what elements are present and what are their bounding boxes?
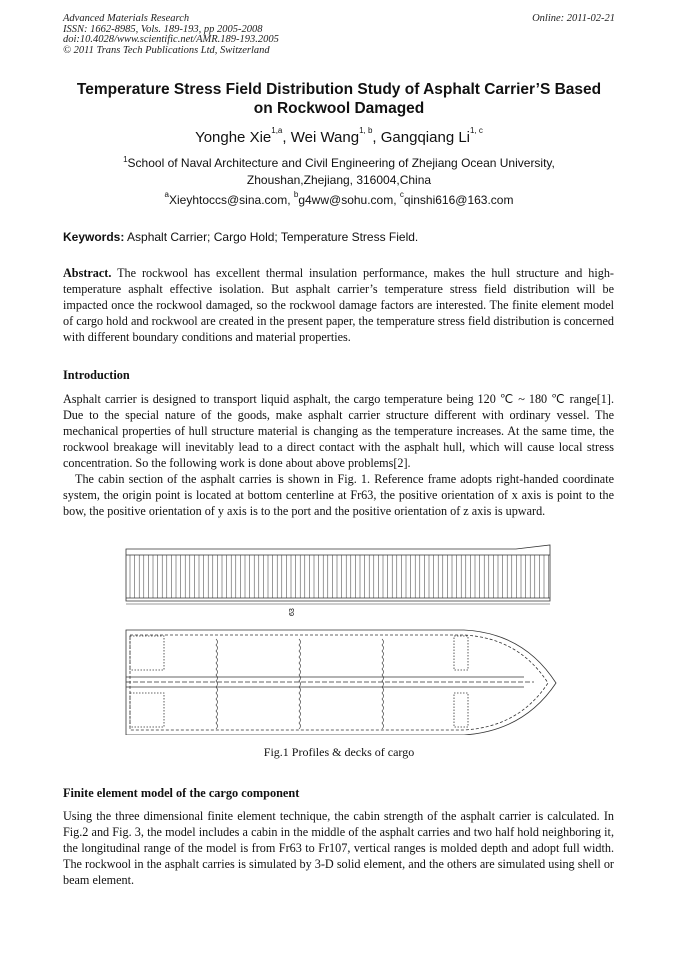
author-3: Gangqiang Li <box>380 129 471 146</box>
email-a-sup: a <box>164 190 169 199</box>
email-c: qinshi616@163.com <box>403 193 514 207</box>
author-2: Wei Wang <box>290 129 360 146</box>
online-date: Online: 2011-02-21 <box>532 13 615 24</box>
journal-name: Advanced Materials Research <box>63 13 190 24</box>
affiliation-line-1: School of Naval Architecture and Civil Engineering of Zhejiang Ocean University, <box>127 156 555 170</box>
author-1-sup: 1,a <box>271 126 283 135</box>
title-line-2: on Rockwool Damaged <box>253 100 425 117</box>
keywords-text: Asphalt Carrier; Cargo Hold; Temperature Stress Field. <box>124 230 419 244</box>
deck-outline <box>126 630 556 735</box>
intro-paragraph-2: The cabin section of the asphalt carries is shown in Fig. 1. Reference frame adopts right-handed coordinate system, the origin point is located at bottom centerline at Fr63, the positive orientation of x axis is point to the bow, the positive orientation of y axis is to the port and the positive orientation of z axis is upward. <box>63 472 614 518</box>
title-line-1: Temperature Stress Field Distribution Study of Asphalt Carrier’S Based <box>76 81 602 98</box>
abstract <box>63 265 614 345</box>
introduction-body <box>63 391 614 519</box>
copyright-line: © 2011 Trans Tech Publications Ltd, Switzerland <box>63 44 270 56</box>
author-3-sup: 1, c <box>470 126 483 135</box>
author-emails <box>60 190 618 207</box>
email-c-sup: c <box>399 190 404 199</box>
figure-1-caption: Fig.1 Profiles & decks of cargo <box>263 745 415 759</box>
bulkhead-line <box>299 639 301 729</box>
deck-plan <box>126 630 556 735</box>
fe-model-body: Using the three dimensional finite element technique, the cabin strength of the asphalt carrier is calculated. In Fig.2 and Fig. 3, the model includes a cabin in the middle of the asphalt carries and two half hold neighboring it, the longitudinal range of the model is from Fr63 to Fr107, vertical ranges is molded depth and adopt full width. The rockwool in the asphalt carries is simulated by 3-D solid element, and the others are simulated using shell or beam element. <box>63 809 614 887</box>
introduction-heading: Introduction <box>63 368 130 382</box>
keywords <box>63 230 623 244</box>
doi-line: doi:10.4028/www.scientific.net/AMR.189-193.2005 <box>63 34 279 45</box>
deck-bulkheads <box>216 639 384 729</box>
keywords-label: Keywords: <box>63 230 125 244</box>
profile-view <box>126 545 550 604</box>
bulkhead-line <box>382 639 384 729</box>
figure-1-cargo-profile <box>124 543 558 735</box>
abstract-text: The rockwool has excellent thermal insulation performance, makes the hull structure and high-temperature asphalt effective isolation. But asphalt carrier’s temperature stress field distribution will be impacted once the rockwool damaged, so the rockwool damage factors are interested. The finite element model of cargo hold and rockwool are created in the present paper, the temperature stress field distribution is concerned with different boundary conditions and material properties. <box>63 266 614 344</box>
author-2-sup: 1, b <box>359 126 373 135</box>
profile-frames <box>130 555 549 598</box>
abstract-label: Abstract. <box>63 266 112 280</box>
frame-label-63: 63 <box>289 608 296 616</box>
fe-model-heading: Finite element model of the cargo component <box>63 786 300 800</box>
affiliation-sup: 1 <box>123 155 128 164</box>
email-b-sup: b <box>293 190 299 199</box>
email-a: Xieyhtoccs@sina.com, <box>168 193 294 207</box>
intro-paragraph-1: Asphalt carrier is designed to transport liquid asphalt, the cargo temperature being 120 ℃ ~ 180 ℃ range[1]. Due to the special nature of the goods, make asphalt carrier structure different with ordinary vessel. The mechanical properties of hull structure material is changing as the temperature increases. At the same time, the rockwool breakage will inevitably lead to a direct contact with the asphalt hull, which will cause local stress concentration. So the following work is done about above problems[2]. <box>63 392 614 470</box>
bulkhead-line <box>216 639 218 729</box>
issn-line: ISSN: 1662-8985, Vols. 189-193, pp 2005-2008 <box>63 23 263 35</box>
journal-header <box>63 14 279 56</box>
email-b: g4ww@sohu.com, <box>298 193 400 207</box>
affiliation <box>60 155 618 188</box>
author-1: Yonghe Xie <box>195 129 272 146</box>
affiliation-line-2: Zhoushan,Zhejiang, 316004,China <box>246 172 432 187</box>
paper-title <box>60 80 618 118</box>
author-list: Yonghe Xie$^{1,a}$, Wei Wang$^{1, b}$, Gangqiang Li$^{1, c}$ <box>195 126 483 146</box>
